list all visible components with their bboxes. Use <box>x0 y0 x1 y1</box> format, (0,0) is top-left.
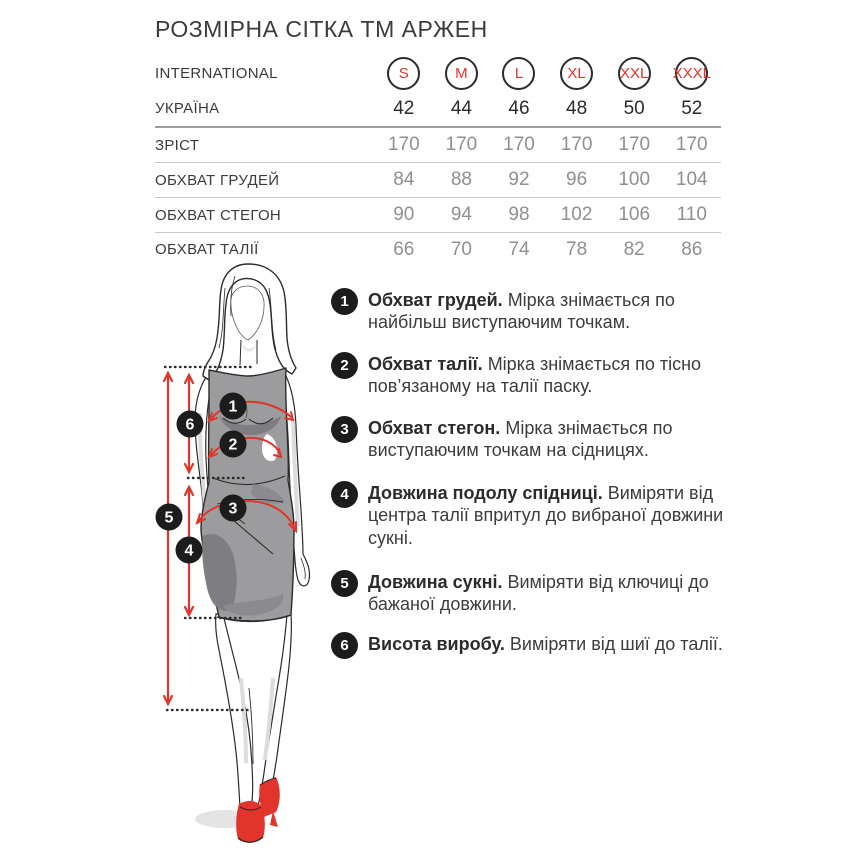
table-value: 106 <box>618 204 651 225</box>
table-row-chest <box>155 163 721 198</box>
table-value: 96 <box>566 169 588 190</box>
instruction-number-badge: 1 <box>331 288 358 315</box>
marker-skirt-length <box>176 537 203 564</box>
row-label: ОБХВАТ ТАЛІЇ <box>155 241 259 258</box>
instruction-bust <box>331 288 724 352</box>
face <box>231 286 264 340</box>
table-value: 170 <box>445 134 478 155</box>
row-label: ОБХВАТ СТЕГОН <box>155 206 282 224</box>
instruction-body: Виміряти від ключиці до бажаної довжини. <box>368 572 709 615</box>
table-value: 170 <box>503 134 535 155</box>
table-value: 98 <box>508 204 530 225</box>
instruction-number-badge: 3 <box>331 416 358 443</box>
instruction-bodice-height <box>331 632 724 673</box>
table-value: 78 <box>566 238 588 260</box>
size-badge-s: S <box>387 57 420 90</box>
instruction-skirt-length <box>331 481 724 567</box>
instruction-number-badge: 2 <box>331 352 358 379</box>
instruction-dress-length <box>331 570 724 634</box>
table-value: 86 <box>681 238 703 260</box>
marker-waist <box>220 431 247 458</box>
woman-sketch <box>195 264 310 843</box>
marker-bust <box>220 393 247 420</box>
table-value: 104 <box>675 169 708 190</box>
instruction-number-badge: 6 <box>331 632 358 659</box>
size-badge-l: L <box>502 57 535 90</box>
instruction-body: Мірка знімається по найбільш виступаючим точкам. <box>368 290 675 333</box>
page-title: РОЗМІРНА СІТКА ТМ АРЖЕН <box>155 16 488 42</box>
table-value: 88 <box>450 169 472 190</box>
size-badge-xxl: XXL <box>618 57 651 90</box>
table-value: 90 <box>393 204 415 225</box>
table-value: 94 <box>450 204 472 225</box>
table-value: 100 <box>618 169 651 190</box>
row-label-international: INTERNATIONAL <box>155 64 278 82</box>
instruction-title: Довжина сукні. <box>368 572 503 592</box>
instruction-body: Виміряти від шиї до талії. <box>509 634 723 654</box>
table-value: 92 <box>508 169 530 190</box>
svg-text:2: 2 <box>228 436 238 454</box>
table-value: 110 <box>676 204 707 225</box>
table-row-height <box>155 128 721 163</box>
instruction-hips <box>331 416 724 480</box>
ua-size: 52 <box>681 97 703 119</box>
table-value: 170 <box>387 134 420 155</box>
row-label: ОБХВАТ ГРУДЕЙ <box>155 171 280 189</box>
table-value: 170 <box>675 134 708 155</box>
ua-size: 44 <box>450 97 472 119</box>
marker-dress-length <box>156 504 183 531</box>
instruction-number-badge: 5 <box>331 570 358 597</box>
table-row-ukraine <box>155 91 721 128</box>
table-value: 74 <box>508 238 530 260</box>
table-value: 170 <box>560 134 593 155</box>
table-value: 170 <box>618 134 651 155</box>
row-label-ukraine: УКРАЇНА <box>155 100 220 117</box>
instruction-body: Мірка знімається по тісно пов’язаному на талії паску. <box>368 354 702 397</box>
svg-text:3: 3 <box>228 500 238 518</box>
svg-text:5: 5 <box>164 509 174 527</box>
table-row-hips <box>155 198 721 233</box>
table-value: 66 <box>393 238 415 260</box>
arrow-dress-length <box>164 373 172 704</box>
instruction-title: Обхват талії. <box>368 354 483 374</box>
ua-size: 50 <box>623 97 645 119</box>
size-badge-xxxl: XXXL <box>675 57 708 90</box>
instruction-title: Обхват грудей. <box>368 290 503 310</box>
ua-size: 48 <box>566 97 588 119</box>
measurement-figure <box>145 258 340 850</box>
instruction-waist <box>331 352 724 416</box>
size-table <box>155 55 721 266</box>
table-value: 70 <box>450 238 472 260</box>
marker-bodice-height <box>177 411 204 438</box>
row-label: ЗРІСТ <box>155 136 200 154</box>
instruction-number-badge: 4 <box>331 481 358 508</box>
instruction-title: Довжина подолу спідниці. <box>368 483 603 503</box>
size-badge-xl: XL <box>560 57 593 90</box>
ua-size: 46 <box>508 97 530 119</box>
table-value: 102 <box>560 204 593 225</box>
size-badge-m: M <box>445 57 478 90</box>
instruction-title: Висота виробу. <box>368 634 505 654</box>
table-row-international <box>155 55 721 91</box>
table-value: 82 <box>623 238 645 260</box>
svg-text:1: 1 <box>228 398 238 416</box>
instruction-body: Виміряти від центра талії впритул до вибраної довжини сукні. <box>368 483 724 548</box>
instruction-body: Мірка знімається по виступаючим точкам на сідницях. <box>368 418 673 461</box>
svg-text:6: 6 <box>185 416 195 434</box>
ua-size: 42 <box>393 97 415 119</box>
svg-text:4: 4 <box>184 542 194 560</box>
table-value: 84 <box>393 169 415 190</box>
marker-hips <box>220 495 247 522</box>
instruction-title: Обхват стегон. <box>368 418 501 438</box>
